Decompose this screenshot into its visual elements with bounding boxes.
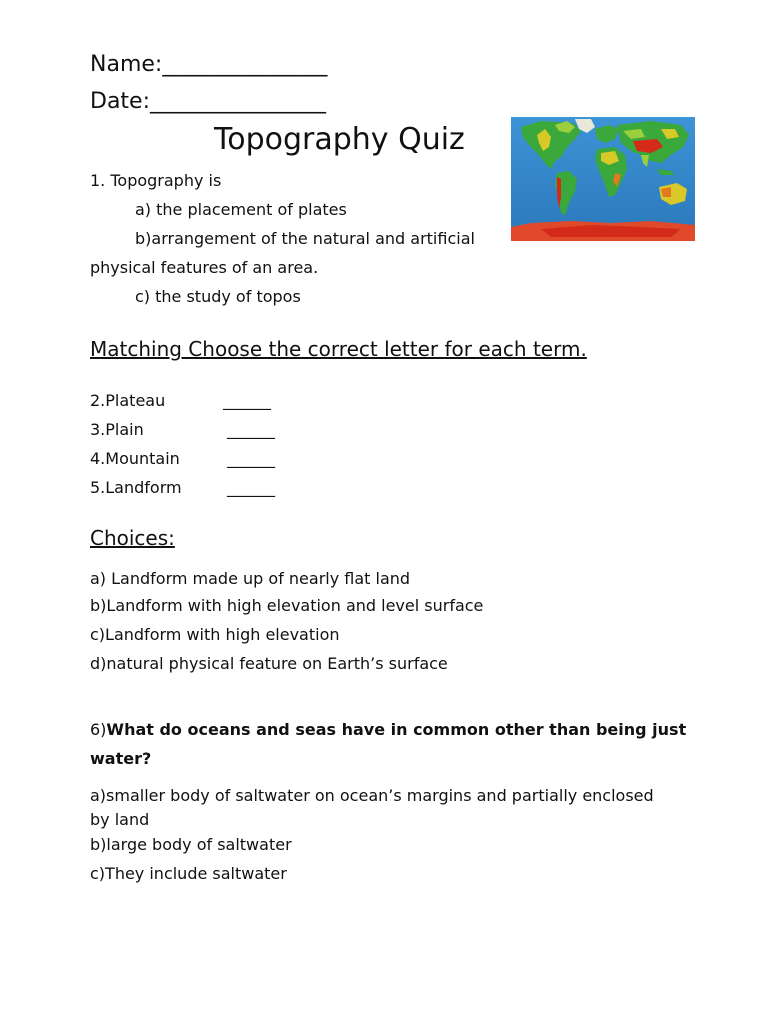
page-title: Topography Quiz — [214, 122, 465, 157]
choice-item: c)Landform with high elevation — [90, 625, 340, 644]
question-1-option-a: a) the placement of plates — [135, 200, 347, 219]
question-6-option-b: b)large body of saltwater — [90, 835, 292, 854]
choice-item: b)Landform with high elevation and level surface — [90, 596, 484, 615]
term-answer-blank: ______ — [227, 449, 275, 468]
choice-item: a) Landform made up of nearly flat land — [90, 569, 411, 588]
world-topography-map — [511, 117, 695, 241]
question-1-prompt: 1. Topography is — [90, 171, 222, 190]
term-label: 2.Plateau — [90, 391, 166, 410]
name-field: Name:_______________ — [90, 52, 328, 77]
date-field: Date:________________ — [90, 89, 326, 114]
term-label: 4.Mountain — [90, 449, 180, 468]
question-6-prompt — [90, 720, 686, 739]
question-6-option-a-continued: by land — [90, 810, 150, 829]
question-1-option-b: b)arrangement of the natural and artificial — [135, 229, 475, 248]
choices-heading: Choices: — [90, 526, 175, 550]
question-6-number: 6) — [90, 720, 107, 739]
term-answer-blank: ______ — [227, 420, 275, 439]
question-1-option-b-continued: physical features of an area. — [90, 258, 319, 277]
question-1-option-c: c) the study of topos — [135, 287, 301, 306]
matching-heading: Matching Choose the correct letter for each term. — [90, 337, 587, 361]
term-answer-blank: ______ — [227, 478, 275, 497]
term-label: 3.Plain — [90, 420, 144, 439]
term-answer-blank: ______ — [223, 391, 271, 410]
question-6-prompt-text: What do oceans and seas have in common other than being just — [106, 720, 687, 739]
question-6-option-a: a)smaller body of saltwater on ocean’s margins and partially enclosed — [90, 786, 654, 805]
choice-item: d)natural physical feature on Earth’s surface — [90, 654, 448, 673]
term-label: 5.Landform — [90, 478, 182, 497]
question-6-option-c: c)They include saltwater — [90, 864, 287, 883]
question-6-prompt-continued: water? — [90, 749, 152, 768]
